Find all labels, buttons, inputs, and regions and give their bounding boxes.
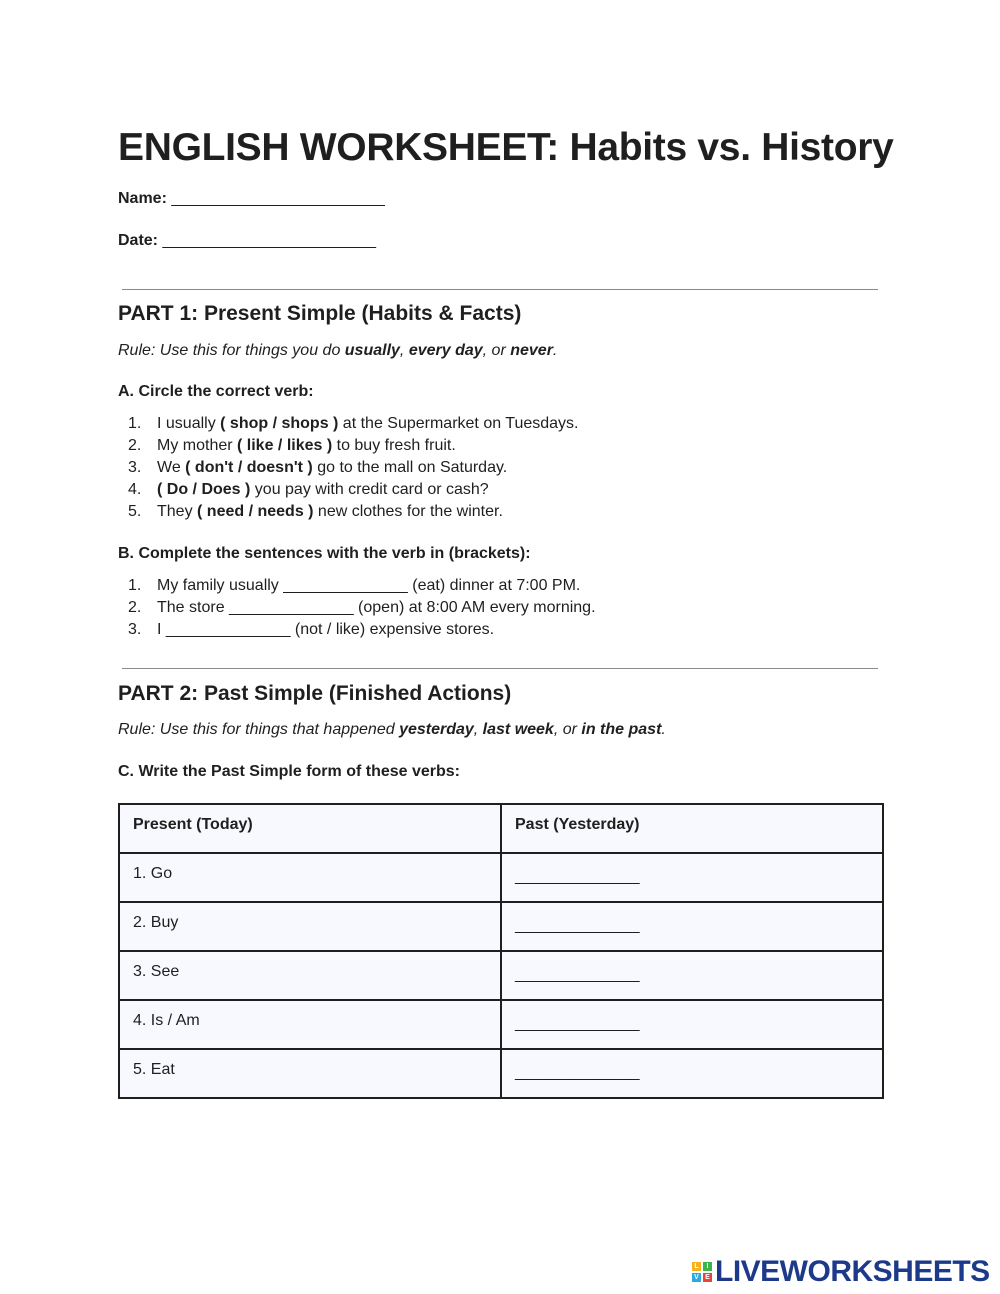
- item-text: My mother: [157, 437, 238, 454]
- column-header-past: Past (Yesterday): [501, 804, 883, 853]
- list-item[interactable]: [118, 619, 596, 641]
- section-b-heading: B. Complete the sentences with the verb in (brackets):: [118, 545, 531, 562]
- verb-choice[interactable]: ( Do / Does ): [157, 481, 251, 498]
- rule-end: .: [661, 721, 666, 738]
- list-item[interactable]: [118, 575, 596, 597]
- list-item: [118, 479, 579, 501]
- liveworksheets-logo: [692, 1255, 990, 1289]
- part2-rule: [118, 721, 666, 739]
- verb-choice[interactable]: ( don't / doesn't ): [185, 459, 313, 476]
- section-b-list: [118, 575, 596, 641]
- logo-mark-letter: I: [703, 1262, 712, 1271]
- verb-table: [118, 803, 884, 1099]
- item-text: They: [157, 503, 198, 520]
- past-answer-cell[interactable]: ______________: [501, 951, 883, 1000]
- item-text: you pay with credit card or cash?: [250, 481, 489, 498]
- item-text: We: [157, 459, 186, 476]
- item-number: 3.: [128, 621, 142, 638]
- list-item: [118, 501, 579, 523]
- rule-sep: , or: [482, 342, 511, 359]
- logo-text: LIVEWORKSHEETS: [715, 1255, 990, 1288]
- table-row: [119, 951, 883, 1000]
- rule-sep: ,: [473, 721, 483, 738]
- rule-keyword: in the past: [581, 721, 662, 738]
- item-number: 5.: [128, 503, 142, 520]
- section-a-heading: A. Circle the correct verb:: [118, 383, 314, 400]
- list-item: [118, 457, 579, 479]
- rule-end: .: [552, 342, 558, 359]
- date-label: Date:: [118, 232, 159, 249]
- divider: [122, 668, 878, 669]
- logo-mark-letter: L: [692, 1262, 701, 1271]
- item-number: 3.: [128, 459, 142, 476]
- verb-choice[interactable]: ( need / needs ): [197, 503, 314, 520]
- present-verb-cell: 4. Is / Am: [119, 1000, 501, 1049]
- rule-sep: , or: [553, 721, 582, 738]
- item-text: I usually: [157, 415, 221, 432]
- item-number: 1.: [128, 577, 142, 594]
- item-number: 2.: [128, 599, 142, 616]
- present-verb-cell: 3. See: [119, 951, 501, 1000]
- item-text: to buy fresh fruit.: [332, 437, 456, 454]
- past-answer-cell[interactable]: ______________: [501, 1049, 883, 1098]
- present-verb-cell: 5. Eat: [119, 1049, 501, 1098]
- item-text: go to the mall on Saturday.: [312, 459, 508, 476]
- worksheet-title: ENGLISH WORKSHEET: Habits vs. History: [118, 126, 894, 169]
- verb-choice[interactable]: ( like / likes ): [237, 437, 333, 454]
- logo-mark-letter: V: [692, 1273, 701, 1282]
- rule-keyword: yesterday: [399, 721, 474, 738]
- table-header-row: [119, 804, 883, 853]
- rule-prefix: Rule: Use this for things you do: [118, 342, 345, 359]
- list-item: [118, 413, 579, 435]
- item-number: 2.: [128, 437, 142, 454]
- fill-in-sentence[interactable]: The store ______________ (open) at 8:00 AM every morning.: [157, 599, 596, 616]
- present-verb-cell: 1. Go: [119, 853, 501, 902]
- table-row: [119, 1000, 883, 1049]
- item-text: new clothes for the winter.: [313, 503, 503, 520]
- logo-mark-icon: [692, 1262, 712, 1282]
- rule-keyword: never: [510, 342, 553, 359]
- table-row: [119, 853, 883, 902]
- divider: [122, 289, 878, 290]
- logo-mark-letter: E: [703, 1273, 712, 1282]
- list-item: [118, 435, 579, 457]
- name-input-line[interactable]: ________________________: [171, 190, 385, 207]
- section-a-list: [118, 413, 579, 523]
- table-row: [119, 902, 883, 951]
- date-field: [118, 232, 376, 250]
- item-text: at the Supermarket on Tuesdays.: [338, 415, 579, 432]
- section-c-heading: C. Write the Past Simple form of these verbs:: [118, 763, 461, 780]
- rule-prefix: Rule: Use this for things that happened: [118, 721, 400, 738]
- past-answer-cell[interactable]: ______________: [501, 853, 883, 902]
- name-field: [118, 190, 385, 208]
- fill-in-sentence[interactable]: My family usually ______________ (eat) dinner at 7:00 PM.: [157, 577, 581, 594]
- table-row: [119, 1049, 883, 1098]
- rule-sep: ,: [399, 342, 409, 359]
- part1-rule: [118, 342, 557, 360]
- present-verb-cell: 2. Buy: [119, 902, 501, 951]
- part2-title: PART 2: Past Simple (Finished Actions): [118, 682, 512, 705]
- verb-choice[interactable]: ( shop / shops ): [220, 415, 339, 432]
- rule-keyword: every day: [408, 342, 483, 359]
- fill-in-sentence[interactable]: I ______________ (not / like) expensive stores.: [157, 621, 495, 638]
- column-header-present: Present (Today): [119, 804, 501, 853]
- past-answer-cell[interactable]: ______________: [501, 902, 883, 951]
- item-number: 1.: [128, 415, 142, 432]
- rule-keyword: usually: [344, 342, 400, 359]
- list-item[interactable]: [118, 597, 596, 619]
- rule-keyword: last week: [482, 721, 554, 738]
- past-answer-cell[interactable]: ______________: [501, 1000, 883, 1049]
- name-label: Name:: [118, 190, 167, 207]
- date-input-line[interactable]: ________________________: [162, 232, 377, 249]
- item-number: 4.: [128, 481, 142, 498]
- part1-title: PART 1: Present Simple (Habits & Facts): [118, 302, 522, 325]
